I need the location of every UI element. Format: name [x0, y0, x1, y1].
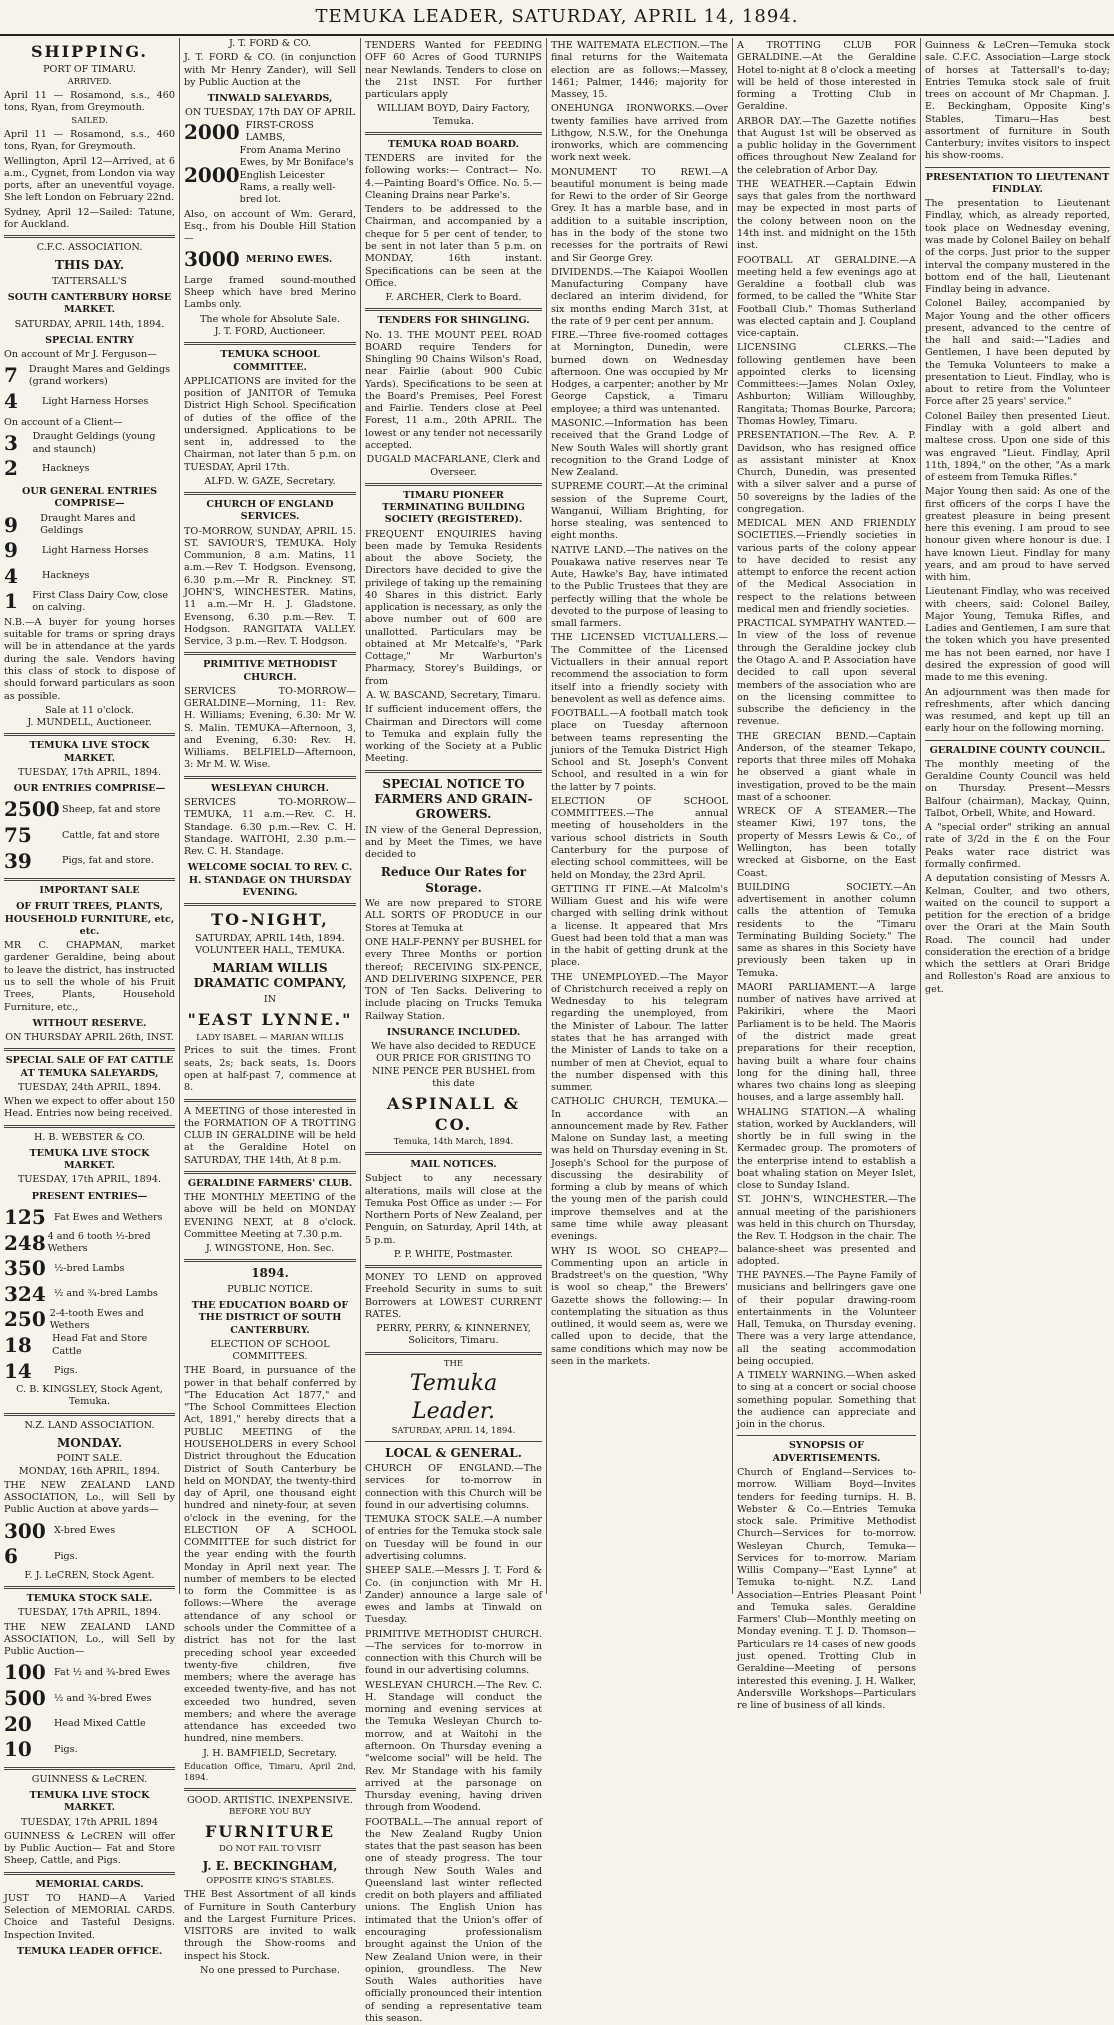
horse-market-heading: SOUTH CANTERBURY HORSE MARKET.	[7, 292, 172, 316]
lg-4: PRIMITIVE METHODIST CHURCH.—The services for to-morrow in connection with this Church will be found in our advertising columns.	[365, 1628, 542, 1677]
election-text: THE Board, in pursuance of the power in that behalf conferred by "The Education Act 1877," and "The School Committees Election Act, 1891," hereby directs that a PUBLIC MEETING of the HOUSEHOLDERS in every School District throughout the Education District of South Canterbury be held on MONDAY, the twenty-third day of April, one thousand eight hundred and ninety-four, at seven o'clock in the evening, for the ELECTION OF A SCHOOL COMMITTEE for such district for the year ending with the fourth Monday in April next year. The number of members to be elected to form the Committee is as follows:—Where the average attendance of any school or schools under the Committee of a district has not for the last preceding school year exceeded twenty-five children, five members; where the average has exceeded twenty-five, and has not exceeded two hundred, seven members; and where the average attendance has exceeded two hundred, nine members.	[184, 1365, 356, 1745]
special-notice: SPECIAL NOTICE TO FARMERS AND GRAIN-GROWERS.	[374, 776, 533, 822]
q-count-2: 6	[4, 1544, 18, 1569]
county-council: GERALDINE COUNTY COUNCIL.	[929, 744, 1106, 756]
perry: PERRY, PERRY, & KINNERNEY, Solicitors, Timaru.	[376, 1323, 531, 1347]
r-label-2: ½ and ¾-bred Ewes	[54, 1692, 152, 1704]
column-4	[547, 38, 733, 1594]
nzl-heading: N.Z. LAND ASSOCIATION.	[24, 1419, 155, 1431]
local-general: LOCAL & GENERAL.	[385, 1445, 522, 1460]
fruit-trees: OF FRUIT TREES, PLANTS, HOUSEHOLD FURNITURE, etc, etc.	[4, 901, 175, 937]
p-count-4: 324	[4, 1281, 46, 1306]
do-not-fail: DO NOT FAIL TO VISIT	[219, 1844, 321, 1855]
p-label-7: Pigs.	[54, 1365, 78, 1377]
masthead-title: TEMUKA LEADER, SATURDAY, APRIL 14, 1894.	[315, 6, 799, 27]
getting-fine: GETTING IT FINE.—At Malcolm's William Guest and his wife were charged with selling drink without a license. It appeared that Mrs Guest had been told that a man was in the habit of getting drunk at the place.	[551, 883, 728, 969]
entry-6: Light Harness Horses	[42, 544, 149, 556]
leader-office: TEMUKA LEADER OFFICE.	[16, 1945, 163, 1957]
coe-heading: CHURCH OF ENGLAND SERVICES.	[206, 499, 334, 523]
road-board-2: Tenders to be addressed to the Chairman, and accompanied by a cheque for 5 per cent of tender, to be sent in not later than 5 p.m. on MONDAY, 16th instant. Specifications can be seen at the Office.	[365, 204, 542, 289]
trotting-club: A TROTTING CLUB FOR GERALDINE.—At the Geraldine Hotel to-night at 8 o'clock a meeting will be held of those interested in forming a Trotting Club in Geraldine.	[737, 40, 916, 113]
building-society: TIMARU PIONEER TERMINATING BUILDING SOCIETY (REGISTERED).	[382, 489, 525, 526]
entry-8: First Class Dairy Cow, close on calving.	[32, 589, 169, 614]
farmers-club: GERALDINE FARMERS' CLUB.	[187, 1177, 353, 1189]
licensing: LICENSING CLERKS.—The following gentlemen have been appointed clerks to licensing Committees:—James Nolan Oxley, Ashburton; William Willoughby, Rangitata; Thomas Bourke, Parcora; Thomas Howley, Timaru.	[737, 342, 916, 427]
gl2-text: GUINNESS & LeCREN will offer by Public Auction— Fat and Store Sheep, Cattle, and Pigs.	[4, 1830, 175, 1867]
guinness-lecren: GUINNESS & LeCREN.	[31, 1773, 148, 1785]
memorial-cards: MEMORIAL CARDS.	[35, 1878, 144, 1890]
special-account-2: On account of a Client—	[4, 416, 123, 428]
auctioneer: J. MUNDELL, Auctioneer.	[27, 717, 152, 729]
sailing-1: April 11 — Rosamond, s.s., 460 tons, Ryan, for Greymouth.	[4, 129, 175, 153]
synopsis: SYNOPSIS OF ADVERTISEMENTS.	[772, 1440, 881, 1464]
ford-count-1: 2000	[184, 119, 240, 144]
point-sale: POINT SALE.	[56, 1453, 123, 1465]
gaze: ALFD. W. GAZE, Secretary.	[204, 475, 336, 487]
education-office: Education Office, Timaru, April 2nd, 1894.	[184, 1761, 356, 1783]
synopsis-cont: Guinness & LeCren—Temuka stock sale. C.F.C. Association—Large stock of horses at Tattersall's to-day; Entries Temuka stock sale of fruit trees on account of Mr Chapman. J. E. Beckingham, Opposite King's Stables, Timaru—Has best assortment of furniture in South Canterbury; invites visitors to inspect his show-rooms.	[925, 40, 1110, 162]
ptl-5: Lieutenant Findlay, who was received with cheers, said: Colonel Bailey, Major Young, Temuka Rifles, and Ladies and Gentlemen, I am sure that the token which you have presented me has not been earned, nor have I desired the expression of good will made to me this evening.	[925, 586, 1110, 684]
r-count-4: 10	[4, 1737, 32, 1762]
east-lynne: "EAST LYNNE."	[187, 1010, 353, 1030]
lg-1: CHURCH OF ENGLAND.—The services for to-morrow in connection with this Church will be found in our advertising columns.	[365, 1463, 542, 1511]
presentation: PRESENTATION.—The Rev. A. P. Davidson, who has resigned office as assistant minister at Knox Church, Dunedin, was presented with a silver salver and a purse of 50 sovereigns by the ladies of the congregation.	[737, 430, 916, 515]
entry-7: Hackneys	[42, 570, 90, 582]
sale-date: SATURDAY, APRIL 14th, 1894.	[14, 318, 165, 330]
lecren: F. J. LeCREN, Stock Agent.	[24, 1569, 155, 1581]
p-label-4: ½ and ¾-bred Lambs	[54, 1288, 158, 1300]
column-2	[180, 38, 361, 1976]
building-text-2: If sufficient inducement offers, the Chairman and Directors will come to Temuka and explain fully the working of the Society at a Public Meeting.	[365, 704, 542, 765]
st-johns: ST. JOHN'S, WINCHESTER.—The annual meeting of the parishioners was held in this church on Thursday, the Rev. T. Hodgson in the chair. The balance-sheet was presented and adopted.	[737, 1194, 916, 1267]
before-buy: BEFORE YOU BUY	[228, 1806, 312, 1817]
furniture: FURNITURE	[204, 1821, 336, 1841]
special-notice-3: ONE HALF-PENNY per BUSHEL for every Three Months or portion thereof; RECEIVING SIX-PENCE, AND DELIVERING SIXPENCE, PER TON of Ten Sacks. Delivering to include placing on Trucks Temuka Railway Station.	[365, 937, 542, 1022]
the-word: THE	[443, 1358, 464, 1369]
q-label-2: Pigs.	[54, 1550, 78, 1562]
unemployed: THE UNEMPLOYED.—The Mayor of Christchurch received a reply on Wednesday to his telegram regarding the unemployed, from the Minister of Labour. The latter states that he has arranged with the Minister of Lands to take on a number of men at Cheviot, equal to the number dispensed with this summer.	[551, 971, 728, 1094]
p-label-1: Fat Ewes and Wethers	[54, 1211, 163, 1223]
monument: MONUMENT TO REWI.—A beautiful monument is being made for Rewi to the order of Sir George Grey. It has a marble base, and in addition to a suitable inscription, has in the body of the stone two recesses for the portraits of Rewi and Sir George Grey.	[551, 166, 728, 264]
wesleyan-services: SERVICES TO-MORROW— TEMUKA, 11 a.m.—Rev. C. H. Standage. 6.30 p.m.—Rev. C. H. Standage. WAITOHI, 2.30 p.m.—Rev. C. H. Standage.	[184, 797, 356, 858]
count-2: 75	[4, 822, 32, 847]
in-word: IN	[263, 993, 277, 1005]
tinwald-date: ON TUESDAY, 17th DAY OF APRIL	[184, 107, 356, 119]
r-count-3: 20	[4, 1711, 32, 1736]
label-1: Sheep, fat and store	[62, 804, 161, 816]
supreme-court: SUPREME COURT.—At the criminal session of the Supreme Court, Wanganui, William Brighting, for horse stealing, was sentenced to eight months.	[551, 481, 728, 542]
aspinall: ASPINALL & CO.	[386, 1094, 521, 1134]
temuka-leader-title: Temuka Leader.	[409, 1370, 498, 1424]
nb-note: N.B.—A buyer for young horses suitable for trams or spring drays will be in attendance at the yards during the sale. Vendors having this class of stock to dispose of should forward particulars as soon as possible.	[4, 616, 175, 702]
q-count-1: 300	[4, 1518, 46, 1543]
insurance: INSURANCE INCLUDED.	[386, 1026, 521, 1038]
entry-1: Draught Mares and Geldings (grand workers)	[28, 363, 171, 388]
election-heading: ELECTION OF SCHOOL COMMITTEES.	[210, 1338, 330, 1363]
ford-count-3: 3000	[184, 247, 240, 272]
chapman-notice: MR C. CHAPMAN, market gardener Geraldine, being about to leave the district, has instructed us to sell the whole of his Fruit Trees, Plants, Household Furniture, etc.,	[4, 940, 175, 1013]
bascand: A. W. BASCAND, Secretary, Timaru.	[366, 690, 541, 702]
grecian: THE GRECIAN BEND.—Captain Anderson, of the steamer Tekapo, reports that three miles off Mohaka he observed a giant whale in investigation, proved to be the main mast of a schooner.	[737, 730, 916, 803]
count-3: 39	[4, 848, 32, 873]
fat-cattle: SPECIAL SALE OF FAT CATTLE AT TEMUKA SALEYARDS,	[5, 1055, 174, 1079]
ford-desc: Large framed sound-mouthed Sheep which have bred Merino Lambs only.	[184, 274, 356, 311]
gcc-2: A "special order" striking an annual rate of 3/2d in the £ on the Four Peaks water race district was formally confirmed.	[925, 822, 1110, 870]
opposite: OPPOSITE KING'S STABLES.	[206, 1876, 334, 1887]
lg-2: TEMUKA STOCK SALE.—A number of entries for the Temuka stock sale on Tuesday will be found in our advertising columns.	[365, 1514, 542, 1562]
present-entries: PRESENT ENTRIES—	[31, 1190, 148, 1202]
public-notice: PUBLIC NOTICE.	[227, 1283, 313, 1295]
tender-turnips: TENDERS Wanted for FEEDING OFF 60 Acres of Good TURNIPS near Newlands. Tenders to close on the 21st INST. For further particulars apply	[365, 40, 542, 101]
tonight-date: SATURDAY, APRIL 14th, 1894.	[195, 932, 345, 944]
fat-cattle-date: TUESDAY, 24th APRIL, 1894.	[17, 1081, 162, 1093]
ptl-1: The presentation to Lieutenant Findlay, which, as already reported, took place on Wednesday evening, was made by Colonel Bailey on behalf of the corps. Just prior to the supper interval the company mustered in the bottom end of the hall, Lieutenant Findlay being in advance.	[925, 198, 1110, 296]
volunteer-hall: VOLUNTEER HALL, TEMUKA.	[195, 944, 345, 956]
sailing-3: Sydney, April 12—Sailed: Tatune, for Auckland.	[4, 206, 175, 230]
tls2-heading: TEMUKA LIVE STOCK MARKET.	[29, 1147, 150, 1172]
entry-4: Hackneys	[42, 463, 90, 475]
kingsley: C. B. KINGSLEY, Stock Agent, Temuka.	[16, 1384, 163, 1408]
janitor: APPLICATIONS are invited for the position of JANITOR of Temuka District High School. Specification of duties of the office of the undersigned. Applications to be sent in, addressed to the Chairman, not later than 5 p.m. on TUESDAY, April 17th.	[184, 375, 356, 473]
road-board: TEMUKA ROAD BOARD.	[388, 138, 519, 150]
postmaster: P. P. WHITE, Postmaster.	[393, 1248, 514, 1260]
entry-2: Light Harness Horses	[42, 395, 149, 407]
q-label-1: X-bred Ewes	[54, 1525, 116, 1537]
r-label-4: Pigs.	[54, 1743, 78, 1755]
catholic: CATHOLIC CHURCH, TEMUKA.—In accordance with an announcement made by Rev. Father Malone on Sunday last, a meeting was held on Thursday evening in St. Joseph's School for the purpose of discussing the desirability of forming a club by means of which the young men of the parish could improve themselves and at the same time while away pleasant evenings.	[551, 1096, 728, 1243]
shingling-text: No. 13. THE MOUNT PEEL ROAD BOARD require Tenders for Shingling 90 Chains Wilson's Road, near Fairlie (about 900 Cubic Yards). Specifications to be seen at the Board's Premises, Peel Forest and Fairlie. Tenders close at Peel Forest, 11 a.m., 20th APRIL. The lowest or any tender not necessarily accepted.	[365, 329, 542, 451]
shipping-heading: SHIPPING.	[31, 42, 148, 61]
ford-intro: J. T. FORD & CO. (in conjunction with Mr Henry Zander), will Sell by Public Auction at the	[184, 52, 356, 88]
ford-sign: J. T. FORD, Auctioneer.	[214, 325, 326, 337]
practical: PRACTICAL SYMPATHY WANTED.—In view of the loss of revenue through the Geraldine jockey club the Otago A. and P. Association have decided to call upon several members of the association who are on the licensing committee to subscribe the deficiency in the revenue.	[737, 618, 916, 728]
beckingham: J. E. BECKINGHAM,	[202, 1859, 338, 1874]
r-count-2: 500	[4, 1686, 46, 1710]
special-account-1: On account of Mr J. Ferguson—	[4, 349, 157, 361]
port-heading: PORT OF TIMARU.	[43, 64, 136, 76]
cfc-heading: C.F.C. ASSOCIATION.	[36, 242, 143, 254]
no-one: No one pressed to Purchase.	[200, 1964, 340, 1976]
without-reserve: WITHOUT RESERVE.	[32, 1017, 147, 1029]
money-lend: MONEY TO LEND on approved Freehold Security in sums to suit Borrowers at LOWEST CURRENT RATES.	[365, 1272, 542, 1320]
paynes: THE PAYNES.—The Payne Family of musicians and bellringers gave one of their popular drawing-room entertainments in the Volunteer Hall, Temuka, on Thursday evening. There was a very large attendance, all the seating accommodation being occupied.	[737, 1270, 916, 1367]
p-count-6: 18	[4, 1332, 32, 1357]
thursday-date: ON THURSDAY APRIL 26th, INST.	[5, 1032, 174, 1044]
pmc-services: SERVICES TO-MORROW— GERALDINE—Morning, 11: Rev. H. Williams; Evening, 6.30: Mr W. S. Malin. TEMUKA—Afternoon, 3, and Evening, 6.30: Rev. H. Williams. BELFIELD—Afternoon, 3: Mr M. W. Wise.	[184, 685, 356, 771]
welcome-social: WELCOME SOCIAL TO REV. C. H. STANDAGE ON THURSDAY EVENING.	[187, 862, 353, 898]
whaling: WHALING STATION.—A whaling station, worked by Aucklanders, will shortly be in full swing in the Kermadec group. The promoters of the enterprise intend to establish a boat whaling station on Meyer Islet, close to Sunday Island.	[737, 1106, 916, 1192]
macfarlane: DUGALD MACFARLANE, Clerk and Overseer.	[366, 454, 541, 478]
ford-absolute: The whole for Absolute Sale.	[200, 313, 340, 325]
tattersall: TATTERSALL'S	[52, 275, 127, 287]
mariam-willis: MARIAM WILLIS DRAMATIC COMPANY,	[193, 961, 347, 991]
bamfield: J. H. BAMFIELD, Secretary.	[203, 1747, 337, 1759]
general-entries: OUR GENERAL ENTRIES COMPRISE—	[21, 486, 158, 510]
p-count-5: 250	[4, 1307, 46, 1332]
aspinall-date: Temuka, 14th March, 1894.	[393, 1137, 514, 1148]
building-text: FREQUENT ENQUIRIES having been made by Temuka Residents about the above Society, the Directors have decided to give the privilege of taking up the remaining 40 Shares in this district. Early application is necessary, as only the above number out of 600 are unallotted. Particulars may be obtained at Mr Metcalfe's, "Park Cottage," Mr Warburton's Pharmacy, Storey's Buildings, or from	[365, 528, 542, 687]
tls-heading: TEMUKA LIVE STOCK MARKET.	[29, 740, 150, 764]
tss-date: TUESDAY, 17th APRIL, 1894.	[17, 1607, 162, 1619]
wreck: WRECK OF A STEAMER.—The steamer Kiwi, 197 tons, the property of Messrs Lewis & Co., of Wellington, has been totally wrecked at Gisborne, on the East Coast.	[737, 806, 916, 879]
r-label-3: Head Mixed Cattle	[54, 1718, 146, 1730]
masonic: MASONIC.—Information has been received that the Grand Lodge of New South Wales will shortly grant recognition to the Grand Lodge of New Zealand.	[551, 417, 728, 479]
masthead	[0, 0, 1114, 36]
shingling: TENDERS FOR SHINGLING.	[377, 315, 530, 327]
tls2-date: TUESDAY, 17th APRIL, 1894.	[17, 1174, 162, 1186]
ptl-3: Colonel Bailey then presented Lieut. Findlay with a gold albert and maltese cross. Upon one side of this was engraved "Lieut. Findlay, April 11th, 1894," on the other, "As a mark of esteem from Temuka Rifles."	[925, 410, 1110, 484]
mail-notices: MAIL NOTICES.	[410, 1159, 497, 1170]
warning: A TIMELY WARNING.—When asked to sing at a concert or social choose something popular. Something that the audience can appreciate and join in the chorus.	[737, 1370, 916, 1431]
arbor-day: ARBOR DAY.—The Gazette notifies that August 1st will be observed as a public holiday in the Government offices throughout New Zealand for the celebration of Arbor Day.	[737, 115, 916, 176]
medical: MEDICAL MEN AND FRIENDLY SOCIETIES.—Friendly societies in various parts of the colony appear to have decided to resist any attempt to enforce the recent action of the Medical Association in respect to the relations between medical men and friendly societies.	[737, 518, 916, 615]
monday-date: MONDAY, 16th APRIL, 1894.	[18, 1465, 161, 1477]
nzla-text: THE NEW ZEALAND LAND ASSOCIATION, Lo., will Sell by Public Auction at above yards—	[4, 1479, 175, 1516]
special-notice-1: IN view of the General Depression, and by Meet the Times, we have decided to	[365, 824, 542, 861]
wesleyan-heading: WESLEYAN CHURCH.	[211, 782, 329, 794]
arrived-heading: ARRIVED.	[67, 76, 112, 87]
webster: H. B. WEBSTER & CO.	[33, 1131, 146, 1143]
dividends: DIVIDENDS.—The Kaiapoi Woollen Manufacturing Company have declared an interim dividend, for six months ending March 31st, at the rate of 9 per cent per annum.	[551, 266, 728, 327]
good-artistic: GOOD. ARTISTIC. INEXPENSIVE.	[186, 1794, 354, 1806]
tls3-date: TUESDAY, 17th APRIL 1894	[20, 1816, 158, 1828]
road-board-1: TENDERS are invited for the following works:— Contract— No. 4.—Painting Board's Office. No. 5.—Cleaning Drains near Parke's.	[365, 153, 542, 201]
p-label-6: Head Fat and Store Cattle	[52, 1333, 148, 1357]
pmc-heading: PRIMITIVE METHODIST CHURCH.	[203, 659, 337, 683]
reduce-rates: Reduce Our Rates for Storage.	[380, 865, 527, 895]
onehunga: ONEHUNGA IRONWORKS.—Over twenty families have arrived from Lithgow, N.S.W., for the Onehunga ironworks, which are commencing work next week.	[551, 103, 728, 164]
beck-text: THE Best Assortment of all kinds of Furniture in South Canterbury and the Largest Furniture Prices. VISITORS are invited to walk through the Show-rooms and inspect his Stock.	[184, 1889, 356, 1962]
school-committee: TEMUKA SCHOOL COMMITTEE.	[220, 349, 320, 373]
leader-date: SATURDAY, APRIL 14, 1894.	[391, 1425, 516, 1436]
tss-heading: TEMUKA STOCK SALE.	[26, 1593, 153, 1605]
our-entries: OUR ENTRIES COMPRISE—	[13, 783, 166, 795]
wingstone: J. WINGSTONE, Hon. Sec.	[205, 1243, 335, 1255]
tonight: TO-NIGHT,	[211, 910, 329, 930]
ford-label-3: MERINO EWES.	[246, 253, 333, 265]
maori: MAORI PARLIAMENT.—A large number of natives have arrived at Pakirikiri, where the Maori Parliament is to be held. The Maoris of the district made great preparations for their reception, having built a whare four chains long for the dining hall, three whares two chains long as sleeping houses, and a large assembly hall.	[737, 981, 916, 1104]
football-geraldine: FOOTBALL AT GERALDINE.—A meeting held a few evenings ago at Geraldine a football club was formed, to be called the "White Star Football Club." Thomas Sutherland was elected captain and J. Coupland vice-captain.	[737, 254, 916, 340]
coe-services: TO-MORROW, SUNDAY, APRIL 15. ST. SAVIOUR'S, TEMUKA. Holy Communion, 8 a.m. Matins, 11 a.m.—Rev T. Hodgson. Evensong, 6.30 p.m.—Mr R. Pinckney. ST. JOHN'S, WINCHESTER. Matins, 11 a.m.—Mr H. J. Gladstone. Evensong, 6.30 p.m.—Rev. T. Hodgson. RANGITATA VALLEY. Service, 3 p.m.—Rev. T. Hodgson.	[184, 525, 356, 648]
synopsis-text: Church of England—Services to-morrow. William Boyd—Invites tenders for feeding turnips. H. B. Webster & Co.—Entries Temuka stock sale. Primitive Methodist Church—Services for to-morrow. Wesleyan Church, Temuka—Services for to-morrow. Mariam Willis Company—"East Lynne" at Temuka to-night. N.Z. Land Association—Entries Pleasant Point and Temuka sales. Geraldine Farmers' Club—Monthly meeting on Monday evening. T. J. D. Thomson—Particulars re 14 cases of new goods just opened. Trotting Club in Geraldine—Meeting of persons interested this evening. J. H. Walker, Andersville Workshops—Particulars re line of business of all kinds.	[737, 1467, 916, 1712]
ford-label-2: From Anama Merino Ewes, by Mr Boniface's English Leicester Rams, a really well-bred lot.	[239, 145, 354, 206]
education-board: THE EDUCATION BOARD OF THE DISTRICT OF SOUTH CANTERBURY.	[191, 1300, 349, 1336]
count-1: 2500	[4, 797, 60, 822]
p-label-3: ½-bred Lambs	[54, 1262, 125, 1274]
mail-text: Subject to any necessary alterations, mails will close at the Temuka Post Office as under :— For Northern Ports of New Zealand, per Penguin, on Saturday, April 14th, at 5 p.m.	[365, 1173, 542, 1246]
p-count-3: 350	[4, 1256, 46, 1281]
sailed-heading: SAILED.	[71, 116, 108, 127]
r-count-1: 100	[4, 1660, 46, 1685]
fat-cattle-text: When we expect to offer about 150 Head. Entries now being received.	[4, 1096, 175, 1120]
monday: MONDAY.	[56, 1435, 123, 1450]
waitemata: THE WAITEMATA ELECTION.—The final returns for the Waitemata election are as follows:—Massey, 1461; Palmer, 1446; majority for Massey, 15.	[551, 40, 728, 101]
gcc-3: A deputation consisting of Messrs A. Kelman, Coulter, and two others, waited on the council to support a petition for the erection of a bridge over the Orari at the Main South Road. The council had under consideration the erection of a bridge which the settlers at Orari Bridge and Rolleston's Road are anxious to get.	[925, 873, 1110, 995]
p-count-7: 14	[4, 1358, 32, 1383]
football: FOOTBALL.—A football match took place on Tuesday afternoon between teams representing the juniors of the Temuka District High School and St. Joseph's Convent School, and resulted in a win for the latter by 7 points.	[551, 708, 728, 793]
p-count-2: 248	[4, 1230, 46, 1255]
p-count-1: 125	[4, 1204, 46, 1229]
election: ELECTION OF SCHOOL COMMITTEES.—The annual meeting of householders in the various school districts in South Canterbury for the purpose of electing school committees, will be held on Monday, the 23rd April.	[551, 795, 728, 881]
ptl-2: Colonel Bailey, accompanied by Major Young and the other officers present, advanced to the centre of the hall and said:—"Ladies and Gentlemen, I have been deputed by the Temuka Volunteers to make a presentation to Lieut. Findlay, who is about to retire from the Volunteer Force after 25 years' service."	[925, 298, 1110, 408]
tls3-heading: TEMUKA LIVE STOCK MARKET.	[29, 1790, 150, 1814]
trotting-meeting: A MEETING of those interested in the FORMATION OF A TROTTING CLUB IN GERALDINE will be held at the Geraldine Hotel on SATURDAY, THE 14th, At 8 p.m.	[184, 1105, 356, 1166]
weather: THE WEATHER.—Captain Edwin says that gales from the northward may be expected in most parts of the colony between noon on the 14th inst. and midnight on the 15th inst.	[737, 178, 916, 252]
archer: F. ARCHER, Clerk to Board.	[385, 292, 522, 304]
prices: Prices to suit the times. Front seats, 2s; back seats, 1s. Doors open at half-past 7, commence at 8.	[184, 1045, 356, 1094]
r-label-1: Fat ½ and ¾-bred Ewes	[54, 1667, 171, 1679]
special-entry: SPECIAL ENTRY	[45, 334, 134, 346]
fire: FIRE.—Three five-roomed cottages at Mornington, Dunedin, were burned down on Wednesday afternoon. One was occupied by Mr Hodges, a carpenter; another by Mr George Capstick, a Timaru employee; a third was untenanted.	[551, 330, 728, 415]
native-land: NATIVE LAND.—The natives on the Pouakawa native reserves near Te Aute, Hawke's Bay, have intimated to the Public Trustees that they are perfectly willing that the whole be devoted to the purpose of leasing to small farmers.	[551, 544, 728, 630]
lg-5: WESLEYAN CHURCH.—The Rev. C. H. Standage will conduct the morning and evening services at the Temuka Wesleyan Church to-morrow, and at Waitohi in the afternoon. On Thursday evening a "welcome social" will be held. The Rev. Mr Standage with his family arrived at the parsonage on Thursday evening, having driven through from Woodend.	[365, 1679, 542, 1814]
entry-5: Draught Mares and Geldings	[40, 513, 136, 537]
arrival-1: April 11 — Rosamond, s.s., 460 tons, Ryan, from Greymouth.	[4, 89, 175, 113]
memorial-text: JUST TO HAND—A Varied Selection of MEMORIAL CARDS. Choice and Tasteful Designs. Inspection Invited.	[4, 1892, 175, 1941]
label-3: Pigs, fat and store.	[62, 855, 154, 867]
lg-3: SHEEP SALE.—Messrs J. T. Ford & Co. (in conjunction with Mr H. Zander) announce a large sale of ewes and lambs at Tinwald on Tuesday.	[365, 1565, 542, 1626]
licensed: THE LICENSED VICTUALLERS.—The Committee of the Licensed Victuallers in their annual report recommend the association to form itself into a friendly society with benevolent as well as defence aims.	[551, 632, 728, 705]
column-1: SHIPPING. PORT OF TIMARU. ARRIVED. April 11 — Rosamond, s.s., 460 tons, Ryan, from Greymouth. SAILED. April 11 — Rosamond, s.s., 460 tons, Ryan, for Greymouth. Wellington, April 12—Arrived, at 6 a.m., Cygnet, from London via way ports, after an uneventful voyage. She left London on February 22nd. Sydney, April 12—Sailed: Tatune, for Auckland. C.F.C. ASSOCIATION. THIS DAY. TATTERSALL'S SOUTH CANTERBURY HORSE MARKET. SATURDAY, APRIL 14th, 1894. SPECIAL ENTRY On account of Mr J. Ferguson— 7 Draught Mares and Geldings (grand workers) 4 Light Harness Horses On account of a Client— 3 Draught Geldings (young and staunch) 2 Hackneys OUR GENERAL ENTRIES COMPRISE— 9 Draught Mares and Geldings 9 Light Harness Horses 4 Hackneys 1 First Class Dairy Cow, close on calving. N.B.—A buyer for young horses suitable for trams or spring drays will be in attendance at the yards during the sale. Vendors having this class of stock to dispose of should forward particulars as soon as possible. Sale at 11 o'clock. J. MUNDELL, Auctioneer. TEMUKA LIVE STOCK MARKET. TUESDAY, 17th APRIL, 1894. OUR ENTRIES COMPRISE— 2500 Sheep, fat and store 75 Cattle, fat and store 39 Pigs, fat and store. IMPORTANT SALE OF FRUIT TREES, PLANTS, HOUSEHOLD FURNITURE, etc, etc. MR C. CHAPMAN, market gardener Geraldine, being about to leave the district, has instructed us to sell the whole of his Fruit Trees, Plants, Household Furniture, etc., WITHOUT RESERVE. ON THURSDAY APRIL 26th, INST. SPECIAL SALE OF FAT CATTLE AT TEMUKA SALEYARDS, TUESDAY, 24th APRIL, 1894. When we expect to offer about 150 Head. Entries now being received. H. B. WEBSTER & CO. TEMUKA LIVE STOCK MARKET. TUESDAY, 17th APRIL, 1894. PRESENT ENTRIES— 125 Fat Ewes and Wethers 248 4 and 6 tooth ½-bred Wethers 350 ½-bred Lambs 324 ½ and ¾-bred Lambs 250 2-4-tooth Ewes and Wethers 18 Head Fat and Store Cattle 14 Pigs. C. B. KINGSLEY, Stock Agent, Temuka. N.Z. LAND ASSOCIATION. MONDAY. POINT SALE. MONDAY, 16th APRIL, 1894. THE NEW ZEALAND LAND ASSOCIATION, Lo., will Sell by Public Auction at above yards— 300 X-bred Ewes 6 Pigs. F. J. LeCREN, Stock Agent. TEMUKA STOCK SALE. TUESDAY, 17th APRIL, 1894. THE NEW ZEALAND LAND ASSOCIATION, Lo., will Sell by Public Auction— 100 Fat ½ and ¾-bred Ewes 500 ½ and ¾-bred Ewes 20 Head Mixed Cattle 10 Pigs. GUINNESS & LeCREN. TEMUKA LIVE STOCK MARKET. TUESDAY, 17th APRIL 1894 GUINNESS & LeCREN will offer by Public Auction— Fat and Store Sheep, Cattle, and Pigs. MEMORIAL CARDS. JUST TO HAND—A Varied Selection of MEMORIAL CARDS. Choice and Tasteful Designs. Inspection Invited. TEMUKA LEADER OFFICE.	[0, 38, 180, 1594]
cast: LADY ISABEL — MARIAN WILLIS	[196, 1032, 344, 1043]
boyd: WILLIAM BOYD, Dairy Factory, Temuka.	[377, 103, 530, 127]
ptl-4: Major Young then said: As one of the first officers of the corps I have the greatest pleasure in being present here this evening. I am proud to see honour given where honour is due. I have known Lieut. Findlay for many years, and am proud to have served with him.	[925, 486, 1110, 584]
ptl-6: An adjournment was then made for refreshments, after which dancing was resumed, and kept up till an early hour on the following morning.	[925, 686, 1110, 735]
column-6	[921, 38, 1114, 1594]
nzl2-text: THE NEW ZEALAND LAND ASSOCIATION, Lo., will Sell by Public Auction—	[4, 1621, 175, 1658]
ford-heading: J. T. FORD & CO.	[228, 38, 312, 49]
column-5	[733, 38, 921, 1712]
lg-6: FOOTBALL.—The annual report of the New Zealand Rugby Union states that the past season has been one of steady progress. The tour through New South Wales and Queensland last winter reflected credit on both players and affiliated unions. The English Union has intimated that the Union's offer of encouraging professionalism brought against the Union of the New Zealand Union were, in their opinion, groundless. The New South Wales authorities have officially pronounced their intention of sending a representative team this season.	[365, 1816, 542, 2024]
wool: WHY IS WOOL SO CHEAP?—Commenting upon an article in Bradstreet's on the question, "Why is wool so cheap," the Brewers' Gazette shows the following:— In contemplating the situation as thus outlined, it would seem as, were we called upon to decide, that the same conditions which may now be seen in the markets.	[551, 1245, 728, 1367]
building: BUILDING SOCIETY.—An advertisement in another column calls the attention of Temuka residents to the "Timaru Terminating Building Society." The same as shares in this Society have previously been taken up in Temuka.	[737, 881, 916, 979]
presentation-heading: PRESENTATION TO LIEUTENANT FINDLAY.	[925, 171, 1110, 195]
year-1894: 1894.	[251, 1266, 289, 1281]
thisday-heading: THIS DAY.	[54, 258, 125, 273]
p-label-5: 2-4-tooth Ewes and Wethers	[49, 1307, 144, 1332]
column-3	[361, 38, 547, 2024]
label-2: Cattle, fat and store	[62, 829, 160, 841]
entry-3: Draught Geldings (young and staunch)	[32, 431, 156, 455]
ford-label-1: FIRST-CROSS LAMBS,	[245, 120, 314, 144]
special-notice-4: We have also decided to REDUCE OUR PRICE FOR GRISTING TO NINE PENCE PER BUSHEL from this date	[371, 1041, 536, 1089]
farmers-club-text: THE MONTHLY MEETING of the above will be held on MONDAY EVENING NEXT, at 8 o'clock. Committee Meeting at 7.30 p.m.	[184, 1192, 356, 1240]
ford-count-2: 2000	[184, 163, 240, 188]
tls-date: TUESDAY, 17th APRIL, 1894.	[17, 766, 162, 778]
sailing-2: Wellington, April 12—Arrived, at 6 a.m., Cygnet, from London via way ports, after an uneventful voyage. She left London on February 22nd.	[4, 155, 175, 204]
gcc-1: The monthly meeting of the Geraldine County Council was held on Thursday. Present—Messrs Balfour (chairman), Mackay, Quinn, Talbot, Orbell, White, and Howard.	[925, 758, 1110, 819]
tinwald: TINWALD SALEYARDS,	[207, 93, 333, 105]
special-notice-2: We are now prepared to STORE ALL SORTS OF PRODUCE in our Stores at Temuka at	[365, 898, 542, 934]
p-label-2: 4 and 6 tooth ½-bred Wethers	[47, 1231, 151, 1255]
important-sale: IMPORTANT SALE	[39, 885, 140, 897]
sale-time: Sale at 11 o'clock.	[45, 704, 134, 716]
ford-also: Also, on account of Wm. Gerard, Esq., from his Double Hill Station—	[184, 208, 356, 245]
